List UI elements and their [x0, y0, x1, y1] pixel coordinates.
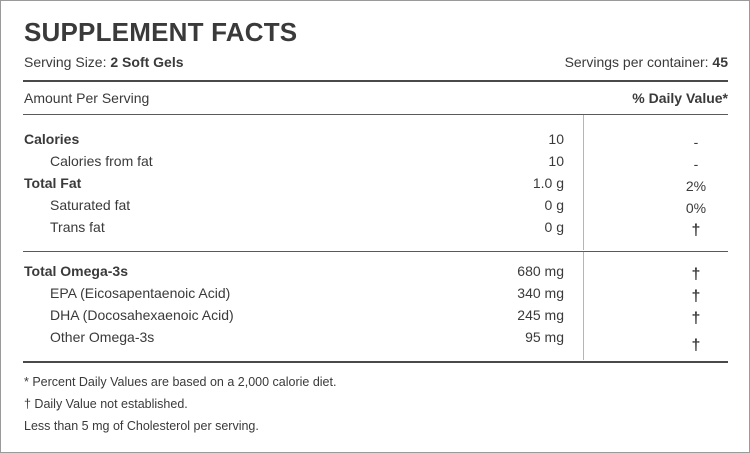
serving-size-value: 2 Soft Gels [110, 54, 184, 70]
nutrient-amount: 95 mg [525, 329, 564, 345]
daily-value-header: % Daily Value* [632, 90, 728, 106]
dagger-icon: † [691, 288, 701, 305]
serving-size-label: Serving Size: [24, 54, 111, 70]
column-header-divider [23, 114, 728, 115]
nutrient-row [1, 329, 749, 354]
nutrient-name: Trans fat [50, 219, 105, 235]
nutrient-amount: 245 mg [517, 307, 564, 323]
nutrient-name: DHA (Docosahexaenoic Acid) [50, 307, 234, 323]
nutrient-row [1, 197, 749, 215]
panel-title: SUPPLEMENT FACTS [24, 17, 298, 47]
servings-per-container-label: Servings per container: [564, 54, 713, 70]
dagger-icon: † [691, 337, 701, 354]
serving-size [24, 54, 184, 70]
nutrient-row [1, 175, 749, 193]
nutrient-name: Total Fat [24, 175, 82, 191]
nutrient-amount: 0 g [544, 219, 564, 235]
nutrient-row [1, 219, 749, 237]
nutrient-amount: 0 g [544, 197, 564, 213]
nutrient-amount: 10 [548, 131, 564, 147]
nutrient-row [1, 285, 749, 303]
nutrient-name: EPA (Eicosapentaenoic Acid) [50, 285, 231, 301]
nutrient-name: Other Omega-3s [50, 329, 155, 345]
nutrient-amount: 10 [548, 153, 564, 169]
nutrient-daily-value: 0% [685, 200, 707, 216]
nutrient-daily-value: 2% [685, 178, 707, 194]
dagger-note: † Daily Value not established. [24, 397, 188, 411]
dagger-icon: † [691, 310, 701, 327]
nutrient-row [1, 153, 749, 171]
percent-daily-value-note: * Percent Daily Values are based on a 2,000 calorie diet. [24, 375, 337, 389]
dagger-icon: † [691, 222, 701, 239]
nutrient-name: Total Omega-3s [24, 263, 128, 279]
dagger-icon: † [691, 266, 701, 283]
header-divider [23, 80, 728, 82]
nutrient-amount: 1.0 g [532, 175, 564, 191]
nutrient-daily-value: - [693, 134, 699, 150]
servings-per-container [565, 54, 728, 70]
nutrient-amount: 340 mg [517, 285, 564, 301]
servings-per-container-value: 45 [712, 54, 728, 70]
nutrient-name: Calories from fat [50, 153, 153, 169]
nutrient-row [1, 263, 749, 281]
nutrient-name: Calories [24, 131, 80, 147]
amount-per-serving-header: Amount Per Serving [24, 90, 150, 106]
nutrient-name: Saturated fat [50, 197, 131, 213]
nutrient-row [1, 307, 749, 325]
cholesterol-note: Less than 5 mg of Cholesterol per serving. [24, 419, 259, 433]
footer-divider [23, 361, 728, 363]
nutrient-row [1, 131, 749, 149]
nutrient-daily-value: - [693, 156, 699, 172]
nutrient-amount: 680 mg [517, 263, 564, 279]
section-divider [23, 251, 728, 252]
